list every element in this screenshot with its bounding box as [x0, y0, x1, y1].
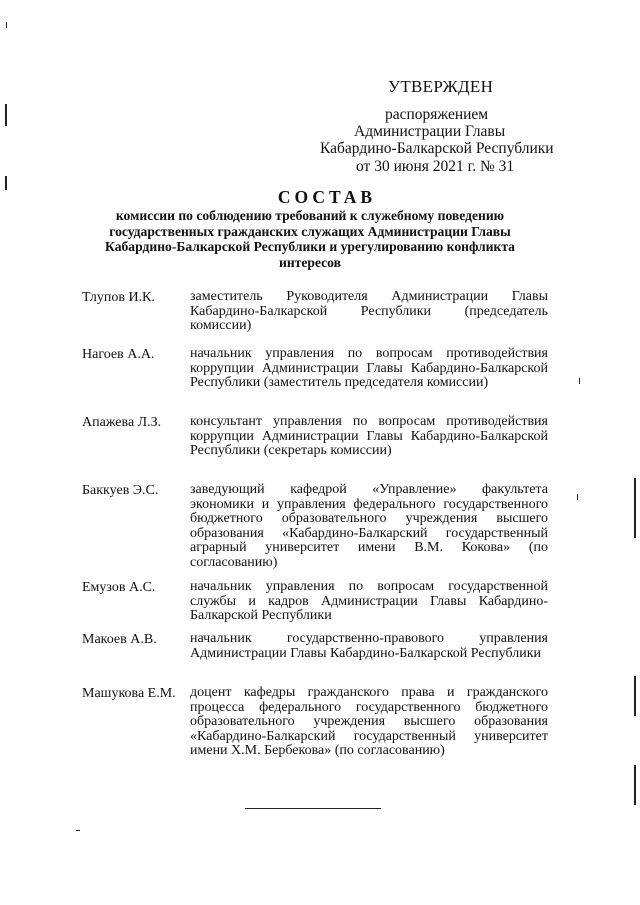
approval-title: УТВЕРЖДЕН — [388, 77, 494, 96]
approval-line-2: Администрации Главы — [354, 123, 506, 140]
closing-divider — [245, 808, 381, 809]
approval-line-3: Кабардино-Балкарской Республики — [320, 140, 554, 157]
document-title: СОСТАВ — [277, 187, 377, 207]
scan-mark — [634, 478, 636, 538]
member-description: доцент кафедры гражданского права и гражданского процесса федерального государственного бюджетного образовательного учреждения высшего образования «Кабардино-Балкарский государственный университет имени Х.М. Бербекова» (по согласованию) — [190, 685, 548, 759]
document-subtitle: комиссии по соблюдению требований к служебному поведению государственных гражданских служащих Администрации Главы Кабардино-Балкарской Республики и урегулированию конфликта интересов — [105, 208, 515, 270]
scan-mark — [5, 176, 7, 190]
member-description: начальник управления по вопросам государственной службы и кадров Администрации Главы Кабардино-Балкарской Республики — [190, 579, 548, 624]
member-name: Нагоев А.А. — [82, 347, 155, 362]
scan-mark — [634, 765, 636, 805]
approval-line-4: от 30 июня 2021 г. № 31 — [356, 158, 515, 175]
member-description: заместитель Руководителя Администрации Главы Кабардино-Балкарской Республики (председатель комиссии) — [190, 289, 548, 334]
scan-mark — [76, 830, 80, 831]
approval-line-1: распоряжением — [385, 106, 489, 123]
scan-mark — [579, 378, 580, 384]
scan-mark — [5, 104, 7, 126]
member-name: Машукова Е.М. — [82, 686, 176, 701]
scan-mark — [634, 676, 636, 716]
member-name: Баккуев Э.С. — [82, 483, 159, 498]
member-description: начальник государственно-правового управления Администрации Главы Кабардино-Балкарской Республики — [190, 631, 548, 661]
member-description: начальник управления по вопросам противодействия коррупции Администрации Главы Кабардино-Балкарской Республики (заместитель председателя комиссии) — [190, 346, 548, 391]
scan-mark — [6, 22, 7, 28]
member-name: Емузов А.С. — [82, 580, 156, 595]
member-name: Макоев А.В. — [82, 632, 157, 647]
member-description: консультант управления по вопросам противодействия коррупции Администрации Главы Кабардино-Балкарской Республики (секретарь комиссии) — [190, 414, 548, 459]
scan-mark — [577, 494, 578, 500]
member-name: Тлупов И.К. — [82, 290, 155, 305]
member-name: Апажева Л.З. — [82, 415, 162, 430]
member-description: заведующий кафедрой «Управление» факультета экономики и управления федерального государственного бюджетного образовательного учреждения высшего образования «Кабардино-Балкарский государственный аграрный университет имени В.М. Кокова» (по согласованию) — [190, 482, 548, 570]
